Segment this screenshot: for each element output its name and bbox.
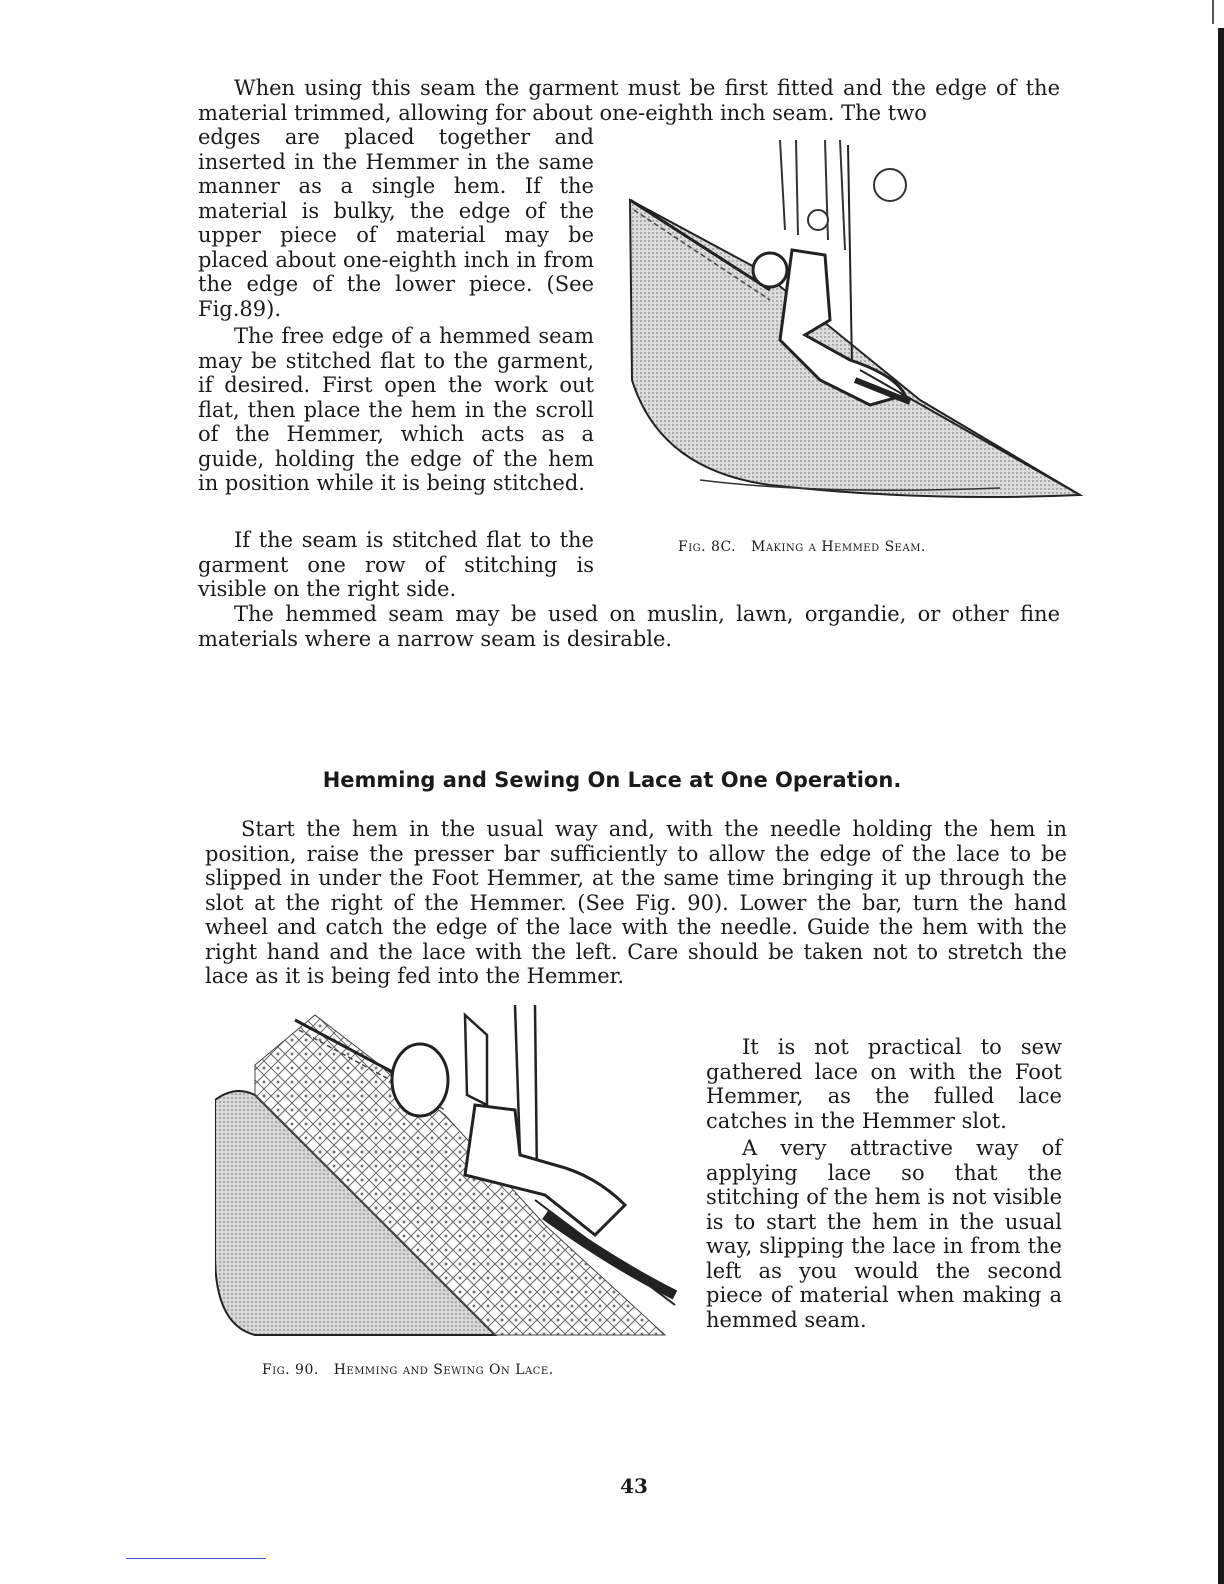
figure-89-number: Fig. 8C. — [678, 539, 737, 555]
page-edge-mark — [1212, 0, 1214, 24]
footer-rule — [126, 1558, 266, 1559]
paragraph-intro-rest: edges are placed together and inserted in the Hemmer in the same manner as a single hem. If the material is bulky, the edge of the upper piece of material may be placed about one-eighth inch in from the edge of the lower piece. (See Fig.89). — [198, 125, 594, 321]
paragraph-lace-instructions: Start the hem in the usual way and, with the needle holding the hem in position, raise the presser bar sufficiently to allow the edge of the lace to be slipped in under the Foot Hemmer, at the same time bringing it up through the slot at the right of the Hemmer. (See Fig. 90). Lower the bar, turn the hand wheel and catch the edge of the lace with the needle. Guide the hem with the right hand and the lace with the left. Care should be taken not to stretch the lace as it is being fed into the Hemmer. — [205, 817, 1067, 988]
page-number: 43 — [620, 1474, 648, 1498]
paragraph-attractive-way: A very attractive way of applying lace so that the stitching of the hem is not visible is to start the hem in the usual way, slipping the lace in from the left as you would the second piece of material when making a hemmed seam. — [706, 1136, 1062, 1332]
paragraph-stitched-flat: The free edge of a hemmed seam may be stitched flat to the garment, if desired. First open the work out flat, then place the hem in the scroll of the Hemmer, which acts as a guide, holding the edge of the hem in position while it is being stitched. — [198, 324, 594, 495]
figure-89-caption — [678, 539, 926, 555]
figure-90-number: Fig. 90. — [262, 1362, 319, 1378]
paragraph-fine-materials: The hemmed seam may be used on muslin, lawn, organdie, or other fine materials where a narrow seam is desirable. — [198, 602, 1060, 651]
figure-hemmed-seam — [620, 140, 1090, 520]
figure-90-caption — [262, 1362, 554, 1378]
paragraph-intro-top: When using this seam the garment must be first fitted and the edge of the material trimmed, allowing for about one-eighth inch seam. The two — [198, 76, 1060, 125]
figure-sewing-lace — [215, 1005, 685, 1340]
page-edge-shadow — [1218, 28, 1224, 1584]
figure-89-title: Making a Hemmed Seam. — [750, 539, 926, 555]
figure-90-title: Hemming and Sewing On Lace. — [333, 1362, 554, 1378]
paragraph-gathered-lace: It is not practical to sew gathered lace on with the Foot Hemmer, as the fulled lace catches in the Hemmer slot. — [706, 1035, 1062, 1133]
paragraph-visible-row: If the seam is stitched flat to the garment one row of stitching is visible on the right side. — [198, 528, 594, 601]
section-heading: Hemming and Sewing On Lace at One Operation. — [322, 768, 902, 792]
